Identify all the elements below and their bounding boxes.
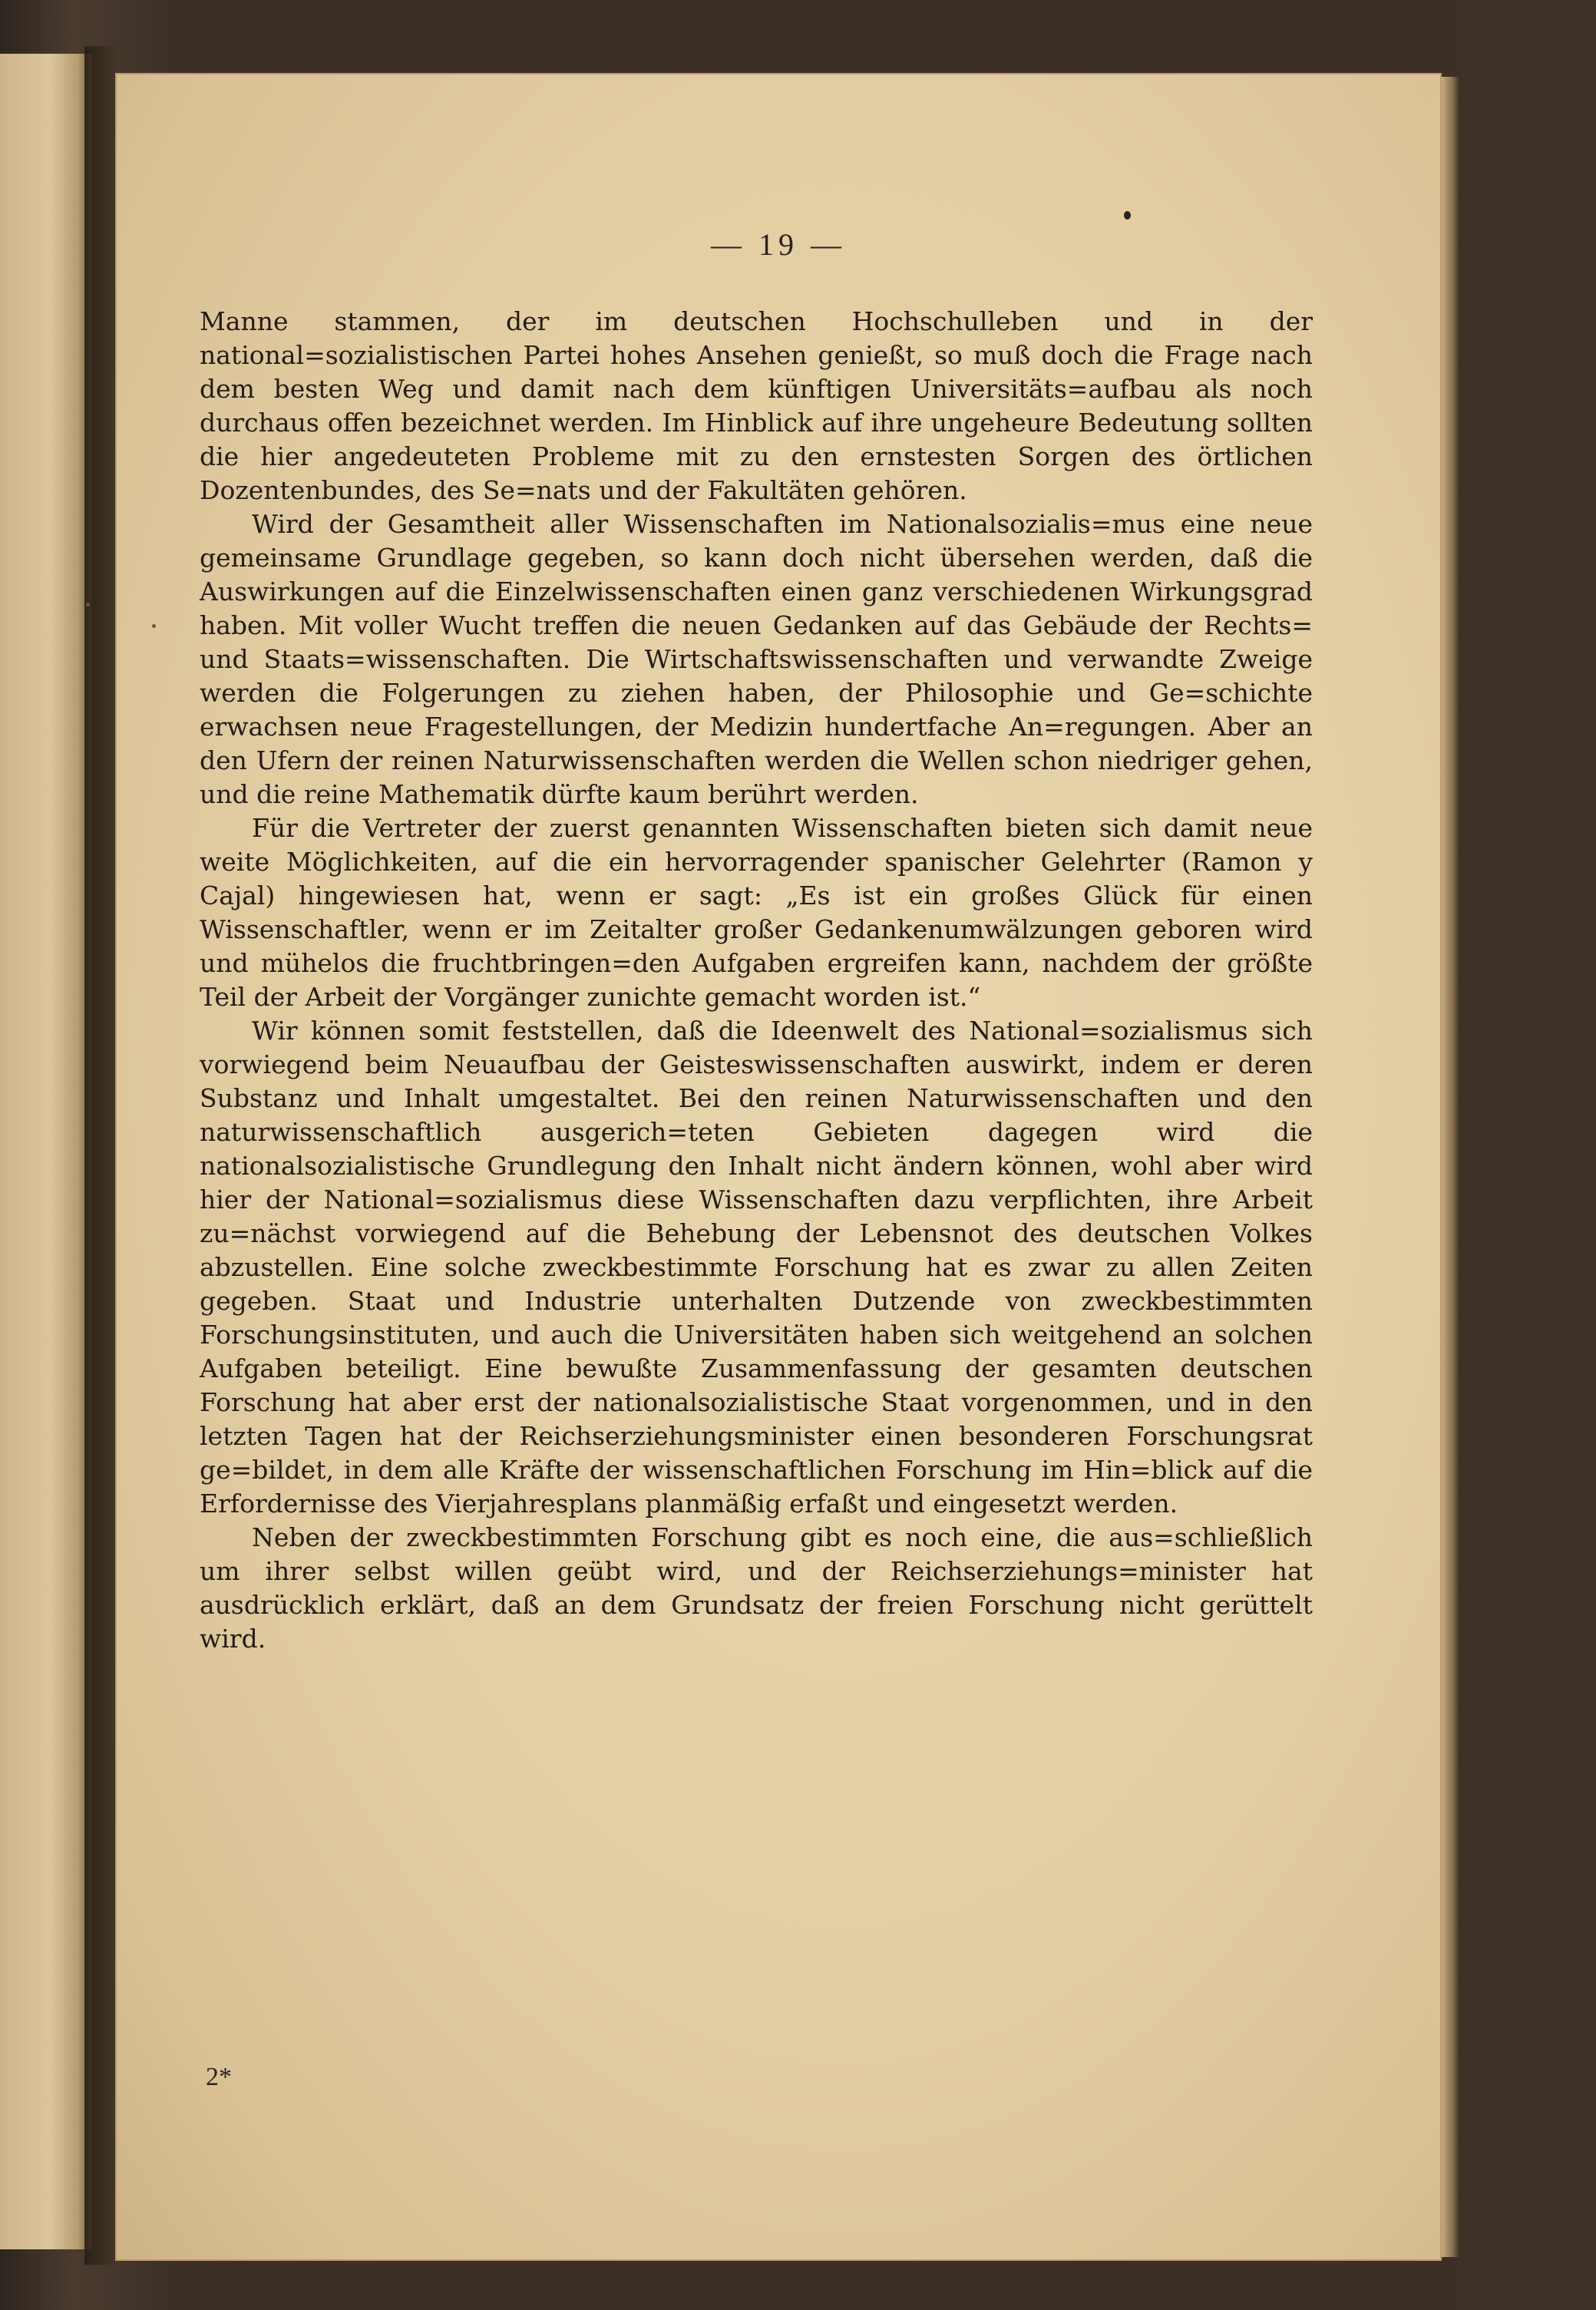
book-page bbox=[115, 73, 1442, 2261]
background-right bbox=[1459, 0, 1596, 2310]
paragraph: Wir können somit feststellen, daß die Ideenwelt des National=sozialismus sich vorwiegend beim Neuaufbau der Geisteswissenschaften auswirkt, indem er deren Substanz und Inhalt umgestaltet. Bei den reinen Naturwissenschaften und den naturwissenschaftlich ausgerich=teten Gebieten dagegen wird die nationalsozialistische Grundlegung den Inhalt nicht ändern können, wohl aber wird hier der National=sozialismus diese Wissenschaften dazu verpflichten, ihre Arbeit zu=nächst vorwiegend auf die Behebung der Lebensnot des deutschen Volkes abzustellen. Eine solche zweckbestimmte Forschung hat es zwar zu allen Zeiten gegeben. Staat und Industrie unterhalten Dutzende von zweckbestimmten Forschungsinstituten, und auch die Universitäten haben sich weitgehend an solchen Aufgaben beteiligt. Eine bewußte Zusammenfassung der gesamten deutschen Forschung hat aber erst der nationalsozialistische Staat vorgenommen, und in den letzten Tagen hat der Reichserziehungsminister einen besonderen Forschungsrat ge=bildet, in dem alle Kräfte der wissenschaftlichen Forschung im Hin=blick auf die Erfordernisse des Vierjahresplans planmäßig erfaßt und eingesetzt werden. bbox=[200, 1016, 1313, 1519]
ink-dot bbox=[1124, 211, 1131, 220]
margin-mark bbox=[152, 624, 156, 628]
paragraph: Für die Vertreter der zuerst genannten Wissenschaften bieten sich damit neue weite Möglichkeiten, auf die ein hervorragender spanischer Gelehrter (Ramon y Cajal) hingewiesen hat, wenn er sagt: „Es ist ein großes Glück für einen Wissenschaftler, wenn er im Zeitalter großer Gedankenumwälzungen geboren wird und mühelos die fruchtbringen=den Aufgaben ergreifen kann, nachdem der größte Teil der Arbeit der Vorgänger zunichte gemacht worden ist.“ bbox=[200, 813, 1313, 1012]
body-text bbox=[200, 305, 1313, 1656]
paragraph: Neben der zweckbestimmten Forschung gibt es noch eine, die aus=schließlich um ihrer selbst willen geübt wird, und der Reichserziehungs=minister hat ausdrücklich erklärt, daß an dem Grundsatz der freien Forschung nicht gerüttelt wird. bbox=[200, 1522, 1313, 1654]
facing-page-edge bbox=[0, 54, 92, 2249]
signature-mark: 2* bbox=[206, 2063, 232, 2091]
paragraph: Wird der Gesamtheit aller Wissenschaften im Nationalsozialis=mus eine neue gemeinsame Grundlage gegeben, so kann doch nicht übersehen werden, daß die Auswirkungen auf die Einzelwissenschaften einen ganz verschiedenen Wirkungsgrad haben. Mit voller Wucht treffen die neuen Gedanken auf das Gebäude der Rechts= und Staats=wissenschaften. Die Wirtschaftswissenschaften und verwandte Zweige werden die Folgerungen zu ziehen haben, der Philosophie und Ge=schichte erwachsen neue Fragestellungen, der Medizin hundertfache An=regungen. Aber an den Ufern der reinen Naturwissenschaften werden die Wellen schon niedriger gehen, und die reine Mathematik dürfte kaum berührt werden. bbox=[200, 509, 1313, 809]
page-number: — 19 — bbox=[711, 227, 846, 262]
paragraph: Manne stammen, der im deutschen Hochschulleben und in der national=sozialistischen Partei hohes Ansehen genießt, so muß doch die Frage nach dem besten Weg und damit nach dem künftigen Universitäts=aufbau als noch durchaus offen bezeichnet werden. Im Hinblick auf ihre ungeheure Bedeutung sollten die hier angedeuteten Probleme mit zu den ernstesten Sorgen des örtlichen Dozentenbundes, des Se=nats und der Fakultäten gehören. bbox=[200, 306, 1313, 505]
margin-mark bbox=[86, 603, 90, 606]
page-edge bbox=[1442, 77, 1459, 2257]
book-spine-shadow bbox=[84, 46, 115, 2265]
